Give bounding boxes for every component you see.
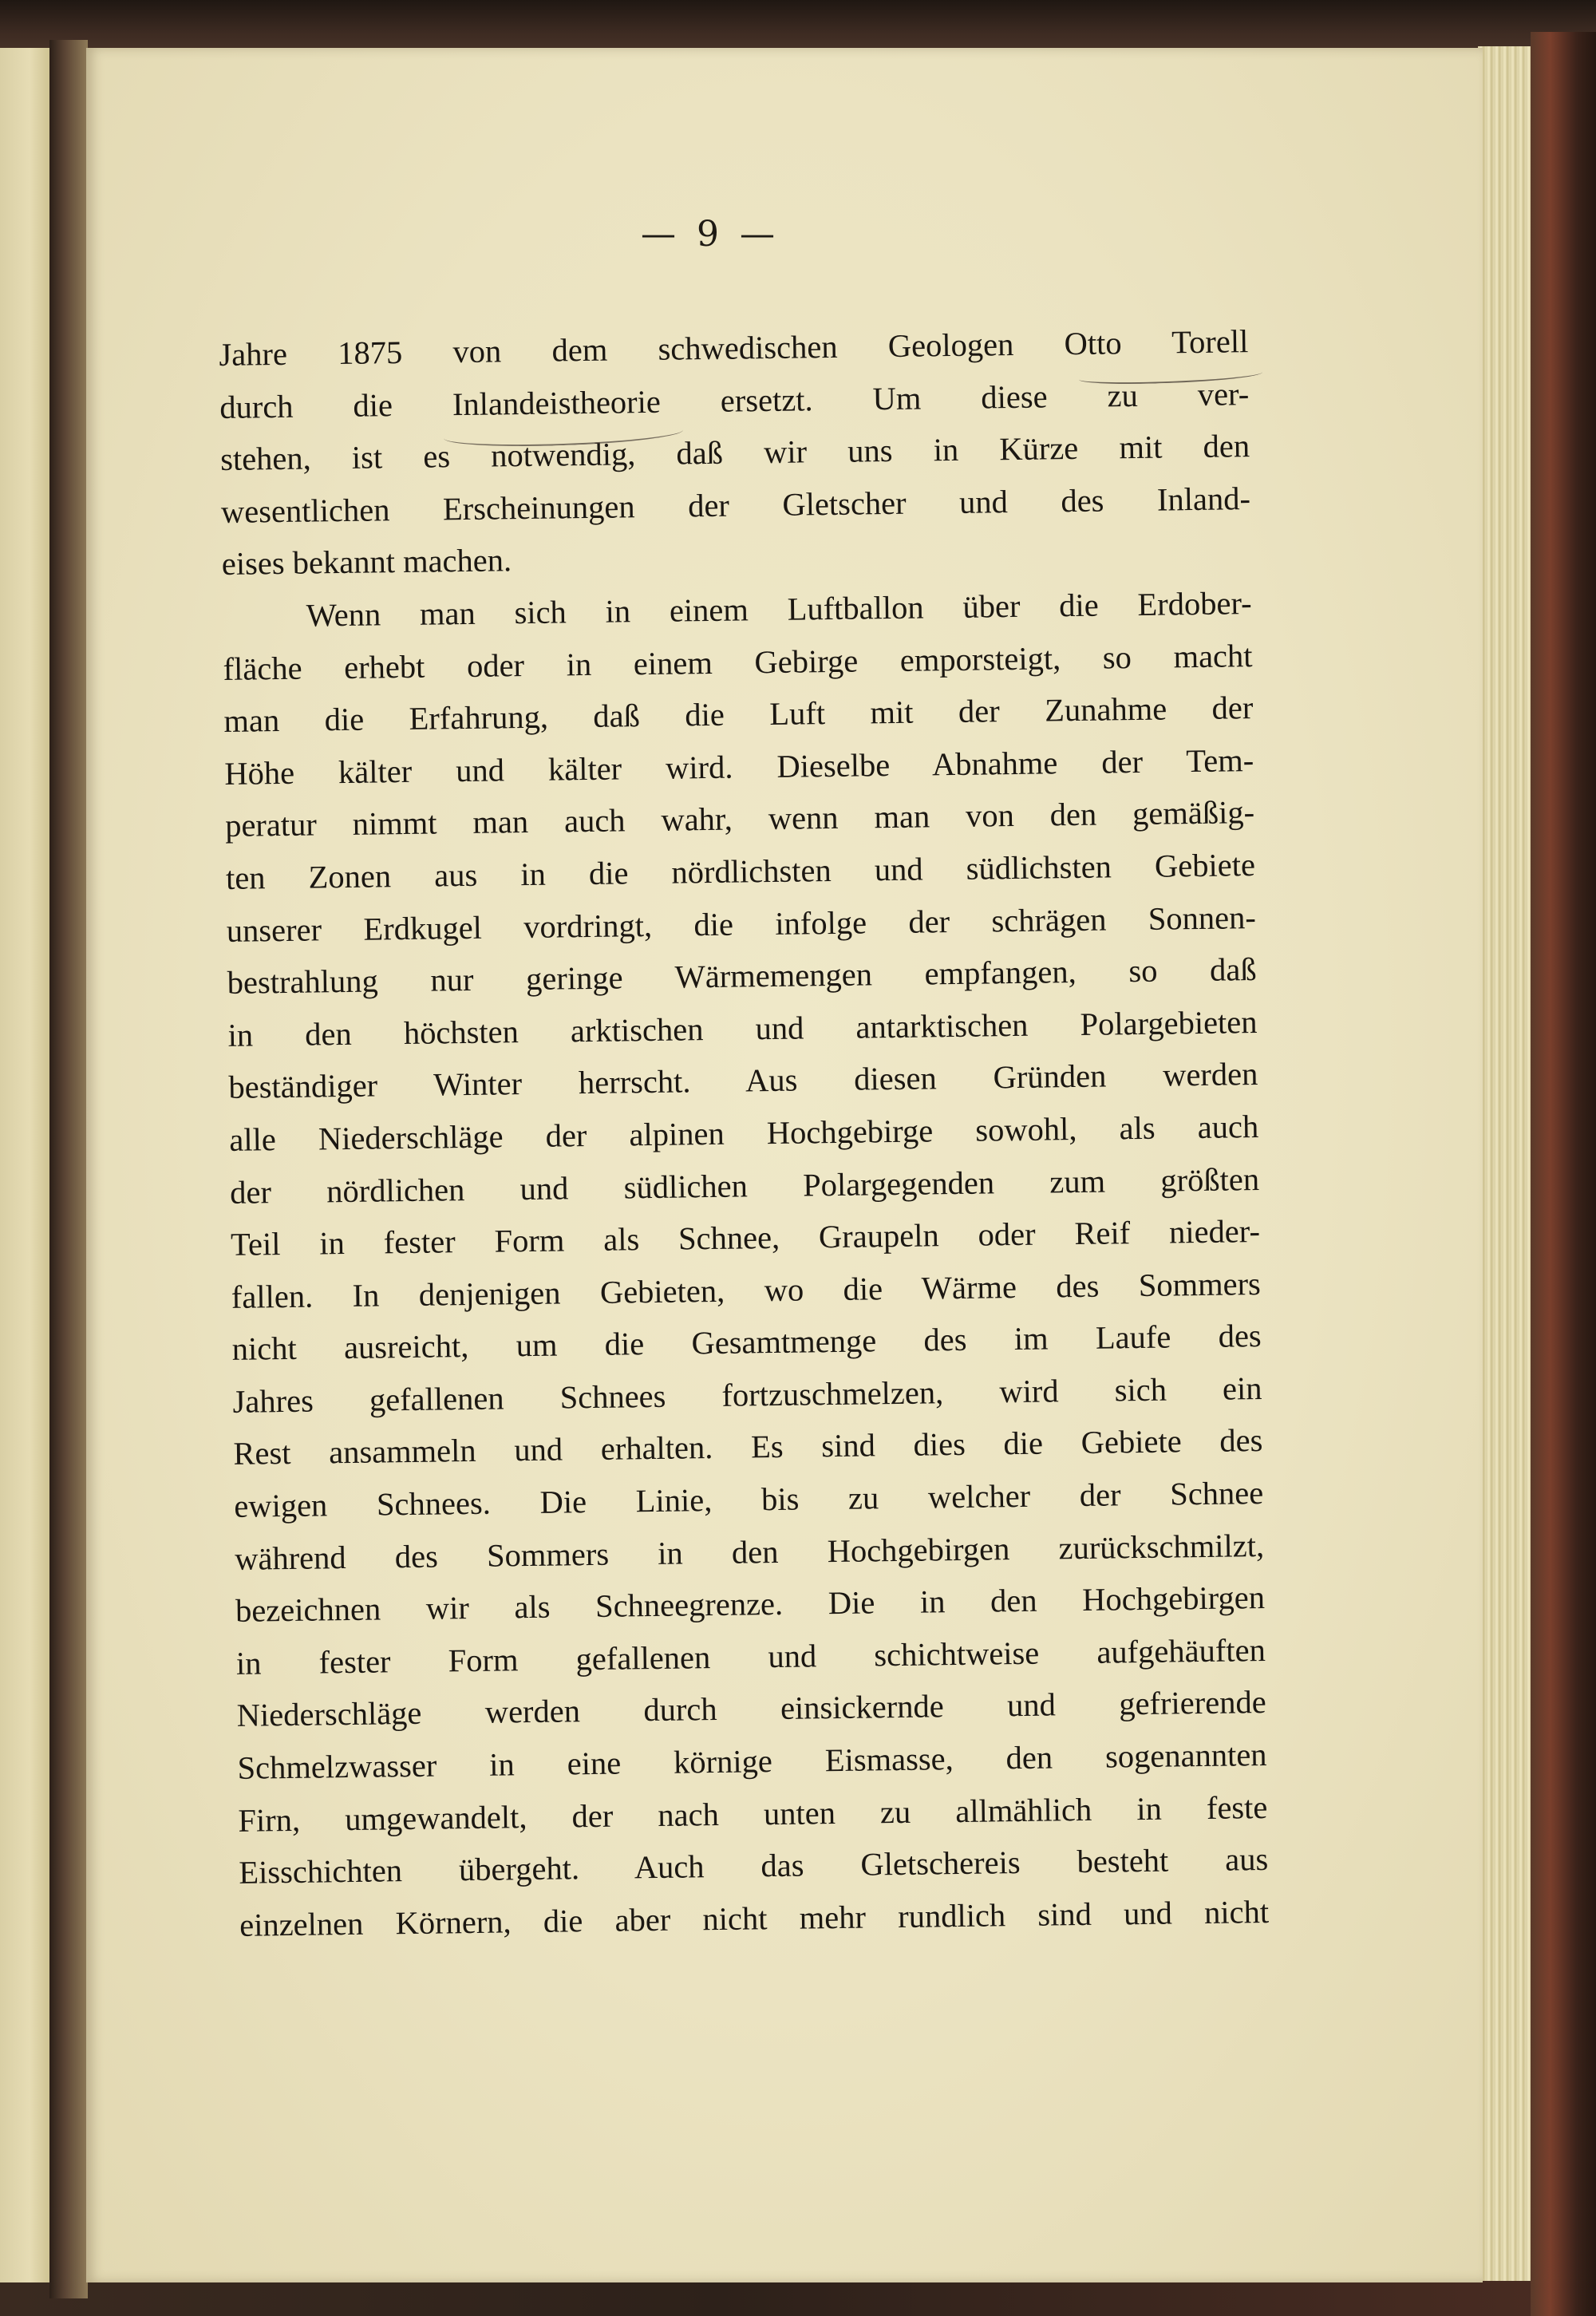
text-line: fallen. In denjenigen Gebieten, wo die Wärme des Sommers <box>231 1265 1262 1315</box>
text-line: bezeichnen wir als Schneegrenze. Die in den Hochgebirgen <box>235 1579 1266 1630</box>
page-stack-edges <box>1478 46 1531 2281</box>
text-line: Eisschichten übergeht. Auch das Gletschereis besteht aus <box>239 1841 1269 1891</box>
text-line: Schmelzwasser in eine körnige Eismasse, den sogenannten <box>237 1736 1267 1786</box>
text-line: Jahres gefallenen Schnees fortzuschmelzen, wird sich ein <box>232 1369 1262 1420</box>
page-number: — 9 — <box>641 214 780 255</box>
book-cover-edge <box>1531 32 1596 2316</box>
text-line: Jahre 1875 von dem schwedischen Geologen Otto Torell <box>219 323 1249 373</box>
text-line: Firn, umgewandelt, der nach unten zu allmählich in feste <box>238 1788 1268 1839</box>
text-line: durch die Inlandeistheorie ersetzt. Um diese zu ver- <box>219 375 1250 425</box>
text-line: einzelnen Körnern, die aber nicht mehr rundlich sind und nicht <box>239 1893 1270 1943</box>
text-line: in fester Form gefallenen und schichtweise aufgehäuften <box>235 1631 1266 1682</box>
text-line: Wenn man sich in einem Luftballon über die Erdober- <box>306 585 1252 634</box>
facing-page-edge <box>0 48 49 2282</box>
text-line: Rest ansammeln und erhalten. Es sind dies die Gebiete des <box>233 1422 1263 1472</box>
text-line: unserer Erdkugel vordringt, die infolge der schrägen Sonnen- <box>226 899 1257 949</box>
text-line: während des Sommers in den Hochgebirgen zurückschmilzt, <box>234 1527 1265 1577</box>
text-line: man die Erfahrung, daß die Luft mit der Zunahme der <box>223 690 1254 740</box>
text-line: Teil in fester Form als Schnee, Graupeln oder Reif nieder- <box>230 1213 1261 1263</box>
text-line: Niederschläge werden durch einsickernde und gefrierende <box>236 1684 1266 1734</box>
body-text <box>219 315 1270 1951</box>
text-line: peratur nimmt man auch wahr, wenn man von den gemäßig- <box>224 794 1255 844</box>
text-line: fläche erhebt oder in einem Gebirge emporsteigt, so macht <box>223 637 1253 687</box>
text-line: eises bekannt machen. <box>221 542 512 583</box>
text-line: bestrahlung nur geringe Wärmemengen empfangen, so daß <box>227 951 1257 1002</box>
text-line: stehen, ist es notwendig, daß wir uns in Kürze mit den <box>219 428 1250 478</box>
text-line: ewigen Schnees. Die Linie, bis zu welcher der Schnee <box>234 1475 1264 1524</box>
text-line: alle Niederschläge der alpinen Hochgebirge sowohl, als auch <box>229 1108 1259 1158</box>
book-gutter <box>49 40 88 2298</box>
text-line: Höhe kälter und kälter wird. Dieselbe Abnahme der Tem- <box>223 741 1254 792</box>
text-line: der nördlichen und südlichen Polargegenden zum größten <box>229 1160 1260 1211</box>
text-line: wesentlichen Erscheinungen der Gletscher und des Inland- <box>220 480 1251 530</box>
text-line: nicht ausreicht, um die Gesamtmenge des im Laufe des <box>231 1318 1262 1368</box>
text-line: in den höchsten arktischen und antarktischen Polargebieten <box>227 1003 1258 1053</box>
text-line: ten Zonen aus in die nördlichsten und südlichsten Gebiete <box>225 846 1256 896</box>
text-line: beständiger Winter herrscht. Aus diesen Gründen werden <box>228 1056 1258 1106</box>
